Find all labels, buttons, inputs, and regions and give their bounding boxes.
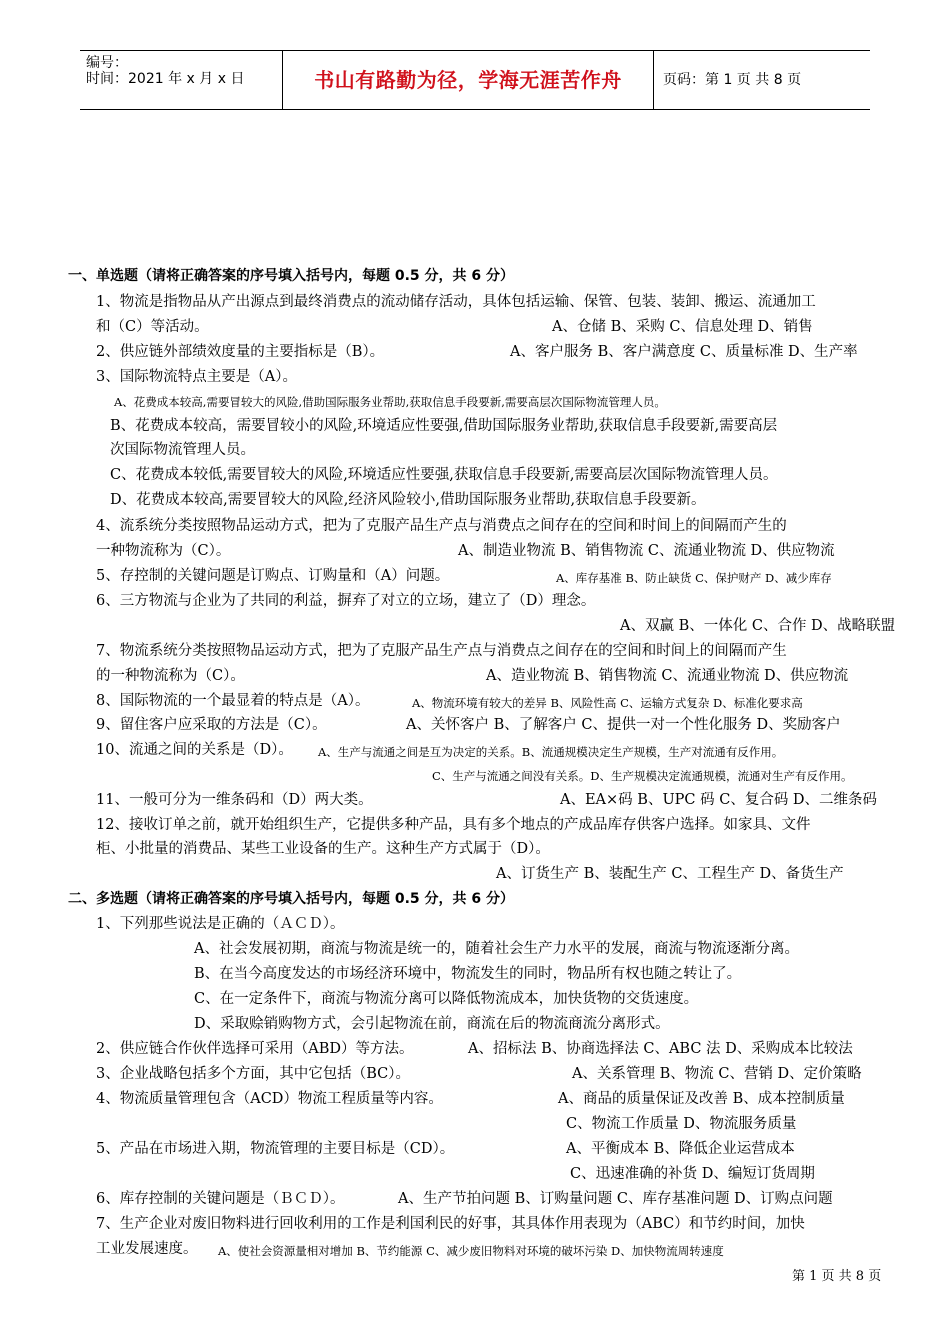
- q1-line1: 1、物流是指物品从产出源点到最终消费点的流动储存活动，具体包括运输、保管、包装、装卸、搬运、流通加工: [96, 294, 816, 310]
- q10-options-ab: A、生产与流通之间是互为决定的关系。B、流通规模决定生产规模，生产对流通有反作用。: [318, 745, 784, 759]
- m3-line1: 3、企业战略包括多个方面，其中它包括（BC）。: [96, 1066, 410, 1082]
- m1-option-c: C、在一定条件下，商流与物流分离可以降低物流成本，加快货物的交货速度。: [194, 991, 699, 1007]
- q3-option-a: A、花费成本较高,需要冒较大的风险,借助国际服务业帮助,获取信息手段要新,需要高层次国际物流管理人员。: [114, 395, 666, 409]
- m5-line1: 5、产品在市场进入期，物流管理的主要目标是（CD）。: [96, 1141, 455, 1157]
- q6-line1: 6、三方物流与企业为了共同的利益，摒弃了对立的立场，建立了（D）理念。: [96, 593, 596, 609]
- m6-options: A、生产节拍问题 B、订购量问题 C、库存基准问题 D、订购点问题: [398, 1191, 833, 1207]
- m4-line1: 4、物流质量管理包含（ACD）物流工程质量等内容。: [96, 1091, 443, 1107]
- q4-line2: 一种物流称为（C）。: [96, 543, 231, 559]
- m7-line2: 工业发展速度。: [96, 1241, 198, 1257]
- q3-option-d: D、花费成本较高,需要冒较大的风险,经济风险较小,借助国际服务业帮助,获取信息手段要新。: [110, 492, 706, 508]
- m1-option-a: A、社会发展初期，商流与物流是统一的，随着社会生产力水平的发展，商流与物流逐渐分离。: [194, 941, 799, 957]
- m1-line1: 1、下列那些说法是正确的（ＡＣＤ）。: [96, 916, 345, 932]
- q11-options: A、EA×码 B、UPC 码 C、复合码 D、二维条码: [560, 792, 878, 808]
- q12-line1: 12、接收订单之前，就开始组织生产，它提供多种产品，具有多个地点的产成品库存供客户选择。如家具、文件: [96, 817, 811, 833]
- q8-line1: 8、国际物流的一个最显着的特点是（A）。: [96, 693, 370, 709]
- number-label: 编号：: [86, 55, 128, 71]
- q3-line1: 3、国际物流特点主要是（A）。: [96, 369, 297, 385]
- m7-options: A、使社会资源量相对增加 B、节约能源 C、减少废旧物料对环境的破坏污染 D、加快物流周转速度: [218, 1244, 724, 1258]
- m5-options-cd: C、迅速准确的补货 D、编短订货周期: [570, 1166, 815, 1182]
- q7-options: A、造业物流 B、销售物流 C、流通业物流 D、供应物流: [486, 668, 849, 684]
- q4-line1: 4、流系统分类按照物品运动方式，把为了克服产品生产点与消费点之间存在的空间和时间上的间隔而产生的: [96, 518, 787, 534]
- m4-options-cd: C、物流工作质量 D、物流服务质量: [566, 1116, 797, 1132]
- page-footer: 第 1 页 共 8 页: [792, 1269, 882, 1284]
- q1-line2: 和（C）等活动。: [96, 319, 209, 335]
- m4-options-ab: A、商品的质量保证及改善 B、成本控制质量: [558, 1091, 845, 1107]
- m2-line1: 2、供应链合作伙伴选择可采用（ABD）等方法。: [96, 1041, 414, 1057]
- section1-title: 一、单选题（请将正确答案的序号填入括号内，每题 0.5 分，共 6 分）: [68, 268, 515, 284]
- m1-option-b: B、在当今高度发达的市场经济环境中，物流发生的同时，物品所有权也随之转让了。: [194, 966, 742, 982]
- motto: 书山有路勤为径，学海无涯苦作舟: [283, 51, 654, 109]
- q10-options-cd: C、生产与流通之间没有关系。D、生产规模决定流通规模，流通对生产有反作用。: [432, 769, 853, 783]
- page-info: 页码：第 1 页 共 8 页: [663, 72, 802, 88]
- m7-line1: 7、生产企业对废旧物料进行回收利用的工作是利国利民的好事，其具体作用表现为（ABC）和节约时间，加快: [96, 1216, 805, 1232]
- q8-options: A、物流环境有较大的差异 B、风险性高 C、运输方式复杂 D、标准化要求高: [412, 696, 803, 710]
- q10-line1: 10、流通之间的关系是（D）。: [96, 742, 293, 758]
- m6-line1: 6、库存控制的关键问题是（ＢＣＤ）。: [96, 1191, 345, 1207]
- m3-options: A、关系管理 B、物流 C、营销 D、定价策略: [572, 1066, 862, 1082]
- section2-title: 二、多选题（请将正确答案的序号填入括号内，每题 0.5 分，共 6 分）: [68, 891, 515, 907]
- time-label: 时间：2021 年 x 月 x 日: [86, 71, 245, 87]
- q5-line1: 5、存控制的关键问题是订购点、订购量和（A）问题。: [96, 568, 450, 584]
- q11-line1: 11、一般可分为一维条码和（D）两大类。: [96, 792, 373, 808]
- header-meta: [80, 51, 283, 109]
- q12-line2: 柜、小批量的消费品、某些工业设备的生产。这种生产方式属于（D）。: [96, 841, 550, 857]
- header-table: [80, 50, 870, 110]
- q6-options: A、双赢 B、一体化 C、合作 D、战略联盟: [620, 618, 896, 634]
- q7-line2: 的一种物流称为（C）。: [96, 668, 245, 684]
- q3-option-b2: 次国际物流管理人员。: [110, 442, 255, 458]
- q4-options: A、制造业物流 B、销售物流 C、流通业物流 D、供应物流: [458, 543, 835, 559]
- q2-line1: 2、供应链外部绩效度量的主要指标是（B）。: [96, 344, 385, 360]
- q12-options: A、订货生产 B、装配生产 C、工程生产 D、备货生产: [496, 866, 844, 882]
- m1-option-d: D、采取赊销购物方式，会引起物流在前，商流在后的物流商流分离形式。: [194, 1016, 670, 1032]
- q5-options: A、库存基准 B、防止缺货 C、保护财产 D、减少库存: [556, 571, 832, 585]
- q3-option-b1: B、花费成本较高，需要冒较小的风险,环境适应性要强,借助国际服务业帮助,获取信息手段要新,需要高层: [110, 418, 778, 434]
- q9-options: A、关怀客户 B、了解客户 C、提供一对一个性化服务 D、奖励客户: [406, 717, 841, 733]
- q1-options: A、仓储 B、采购 C、信息处理 D、销售: [552, 319, 813, 335]
- q3-option-c: C、花费成本较低,需要冒较大的风险,环境适应性要强,获取信息手段要新,需要高层次国际物流管理人员。: [110, 467, 778, 483]
- q2-options: A、客户服务 B、客户满意度 C、质量标准 D、生产率: [510, 344, 858, 360]
- m2-options: A、招标法 B、协商选择法 C、ABC 法 D、采购成本比较法: [468, 1041, 853, 1057]
- q9-line1: 9、留住客户应采取的方法是（C）。: [96, 717, 327, 733]
- q7-line1: 7、物流系统分类按照物品运动方式，把为了克服产品生产点与消费点之间存在的空间和时间上的间隔而产生: [96, 643, 787, 659]
- m5-options-ab: A、平衡成本 B、降低企业运营成本: [566, 1141, 795, 1157]
